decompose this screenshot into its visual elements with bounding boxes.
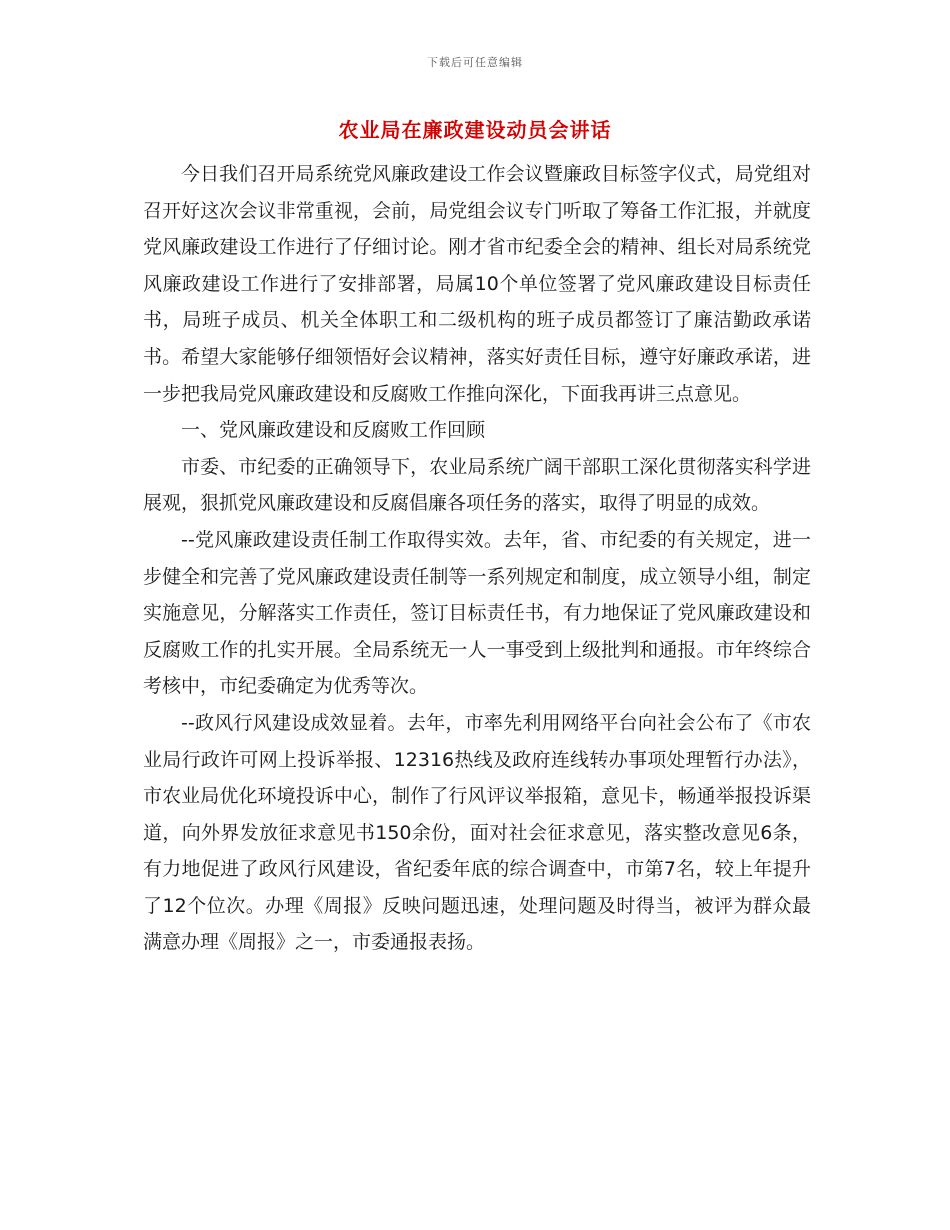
- paragraph-responsibility: --党风廉政建设责任制工作取得实效。去年，省、市纪委的有关规定，进一步健全和完善了党风廉政建设责任制等一系列规定和制度，成立领导小组，制定实施意见，分解落实工作责任，签订目标责任书，有力地保证了党风廉政建设和反腐败工作的扎实开展。全局系统无一人一事受到上级批判和通报。市年终综合考核中，市纪委确定为优秀等次。: [143, 528, 811, 698]
- paragraph-conduct: --政风行风建设成效显着。去年，市率先利用网络平台向社会公布了《市农业局行政许可网上投诉举报、12316热线及政府连线转办事项处理暂行办法》，市农业局优化环境投诉中心，制作了行风评议举报箱，意见卡，畅通举报投诉渠道，向外界发放征求意见书150余份，面对社会征求意见，落实整改意见6条，有力地促进了政风行风建设，省纪委年底的综合调查中，市第7名，较上年提升了12个位次。办理《周报》反映问题迅速，处理问题及时得当，被评为群众最满意办理《周报》之一，市委通报表扬。: [143, 711, 811, 954]
- paragraph-review: 市委、市纪委的正确领导下，农业局系统广阔干部职工深化贯彻落实科学进展观，狠抓党风廉政建设和反腐倡廉各项任务的落实，取得了明显的成效。: [143, 455, 811, 515]
- document-title: 农业局在廉政建设动员会讲话: [338, 118, 612, 142]
- section-heading-1: 一、党风廉政建设和反腐败工作回顾: [181, 419, 486, 442]
- page-header-note: 下载后可任意编辑: [427, 56, 523, 69]
- document-body: [143, 156, 811, 961]
- paragraph-intro: 今日我们召开局系统党风廉政建设工作会议暨廉政目标签字仪式，局党组对召开好这次会议非常重视，会前，局党组会议专门听取了筹备工作汇报，并就度党风廉政建设工作进行了仔细讨论。刚才省市纪委全会的精神、组长对局系统党风廉政建设工作进行了安排部署，局属10个单位签署了党风廉政建设目标责任书，局班子成员、机关全体职工和二级机构的班子成员都签订了廉洁勤政承诺书。希望大家能够仔细领悟好会议精神，落实好责任目标，遵守好廉政承诺，进一步把我局党风廉政建设和反腐败工作推向深化，下面我再讲三点意见。: [143, 163, 811, 405]
